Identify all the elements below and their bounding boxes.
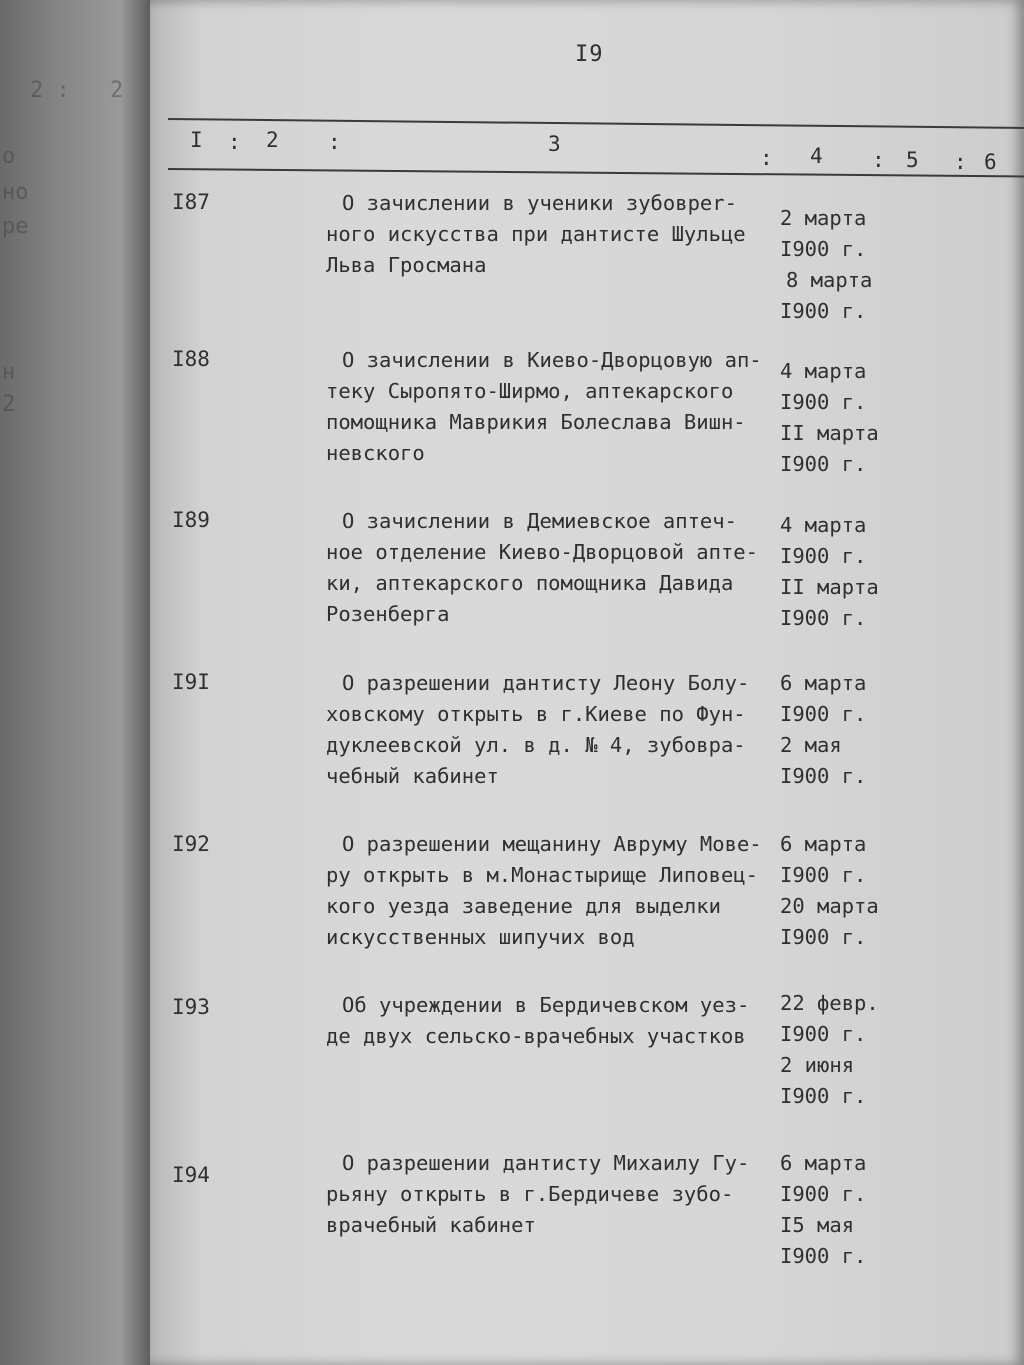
entry-number: I88 — [172, 347, 210, 371]
column-separator: : — [872, 148, 885, 172]
entry-description — [326, 188, 766, 281]
entry-description — [326, 1148, 766, 1241]
facing-page-fragment: о — [2, 144, 16, 169]
year-start: I900 г. — [780, 702, 867, 726]
facing-page-fragment: но — [2, 180, 29, 205]
entry-line: О зачислении в Демиевское аптеч- — [342, 509, 737, 533]
entry-number: I87 — [172, 190, 210, 214]
entry-line: ки, аптекарского помощника Давида — [326, 571, 734, 595]
date-end: 2 мая — [780, 733, 842, 757]
year-end: I900 г. — [780, 452, 867, 476]
entry-line: кого уезда заведение для выделки — [326, 894, 721, 918]
facing-page-fragment: н — [2, 360, 16, 385]
date-start: 6 марта — [780, 832, 867, 856]
year-end: I900 г. — [780, 299, 867, 323]
date-start: 4 марта — [780, 359, 867, 383]
entry-line: ное отделение Киево-Дворцовой апте- — [326, 540, 758, 564]
column-header-5: 5 — [906, 148, 919, 172]
entry-number: I93 — [172, 995, 210, 1019]
year-start: I900 г. — [780, 390, 867, 414]
entry-description — [326, 829, 766, 953]
entry-dates — [780, 510, 879, 634]
entry-line: врачебный кабинет — [326, 1213, 536, 1237]
facing-page-edge — [0, 0, 150, 1365]
facing-page-fragment: 2 : — [30, 78, 70, 103]
entry-line: ного искусства при дантисте Шульце — [326, 222, 746, 246]
year-start: I900 г. — [780, 1182, 867, 1206]
date-end: 20 марта — [780, 894, 879, 918]
date-end: 2 июня — [780, 1053, 855, 1077]
date-end: II марта — [780, 575, 879, 599]
entry-line: О разрешении дантисту Леону Болу- — [342, 671, 750, 695]
entry-dates — [780, 668, 866, 792]
entry-line: де двух сельско-врачебных участков — [326, 1024, 746, 1048]
date-start: 22 февр. — [780, 991, 879, 1015]
date-start: 4 марта — [780, 513, 867, 537]
page-number: I9 — [575, 42, 604, 67]
header-rule-top — [168, 118, 1024, 128]
date-end: II марта — [780, 421, 879, 445]
entry-line: ру открыть в м.Монастырище Липовец- — [326, 863, 758, 887]
year-end: I900 г. — [780, 1084, 867, 1108]
date-start: 6 марта — [780, 671, 867, 695]
entry-number: I92 — [172, 832, 210, 856]
entry-line: Льва Гросмана — [326, 253, 487, 277]
column-header-6: 6 — [984, 150, 997, 174]
date-end: I5 мая — [780, 1213, 855, 1237]
entry-dates — [780, 988, 879, 1112]
column-separator: : — [954, 150, 967, 174]
entry-dates — [780, 829, 879, 953]
date-start: 2 марта — [780, 206, 867, 230]
year-end: I900 г. — [780, 606, 867, 630]
document-page — [150, 0, 1024, 1365]
entry-line: невского — [326, 441, 425, 465]
entry-number: I9I — [172, 670, 210, 694]
column-header-1: I — [190, 128, 203, 152]
year-start: I900 г. — [780, 544, 867, 568]
entry-description — [326, 990, 766, 1052]
entry-description — [326, 668, 766, 792]
column-separator: : — [328, 130, 341, 154]
column-header-2: 2 — [266, 128, 279, 152]
entry-line: помощника Маврикия Болеслава Вишн- — [326, 410, 746, 434]
header-rule-bottom — [168, 168, 1024, 177]
entry-line: чебный кабинет — [326, 764, 499, 788]
column-separator: : — [760, 146, 773, 170]
year-end: I900 г. — [780, 1244, 867, 1268]
entry-line: О зачислении в ученики зубовper- — [342, 191, 737, 215]
year-start: I900 г. — [780, 237, 867, 261]
year-start: I900 г. — [780, 863, 867, 887]
column-header-4: 4 — [810, 144, 823, 168]
entry-dates — [780, 203, 872, 327]
date-end: 8 марта — [786, 268, 873, 292]
entry-dates — [780, 356, 879, 480]
column-separator: : — [228, 130, 241, 154]
year-end: I900 г. — [780, 925, 867, 949]
entry-number: I89 — [172, 508, 210, 532]
entry-line: искусственных шипучих вод — [326, 925, 635, 949]
date-start: 6 марта — [780, 1151, 867, 1175]
year-end: I900 г. — [780, 764, 867, 788]
entry-line: дуклеевской ул. в д. № 4, зубовра- — [326, 733, 746, 757]
entry-line: О зачислении в Киево-Дворцовую ап- — [342, 348, 762, 372]
entry-line: О разрешении дантисту Михаилу Гу- — [342, 1151, 750, 1175]
entry-description — [326, 345, 766, 469]
year-start: I900 г. — [780, 1022, 867, 1046]
facing-page-fragment: ре — [2, 214, 29, 239]
entry-line: рьяну открыть в г.Бердичеве зубо- — [326, 1182, 734, 1206]
entry-description — [326, 506, 766, 630]
entry-dates — [780, 1148, 866, 1272]
facing-page-fragment: 2 — [110, 78, 124, 103]
facing-page-fragment: 2 — [2, 392, 16, 417]
entry-line: теку Сыропято-Ширмо, аптекарского — [326, 379, 734, 403]
entry-line: Розенберга — [326, 602, 450, 626]
entry-line: Об учреждении в Бердичевском уез- — [342, 993, 750, 1017]
column-header-3: 3 — [548, 132, 561, 156]
entry-line: О разрешении мещанину Авруму Мове- — [342, 832, 762, 856]
entry-number: I94 — [172, 1163, 210, 1187]
entry-line: ховскому открыть в г.Киеве по Фун- — [326, 702, 746, 726]
